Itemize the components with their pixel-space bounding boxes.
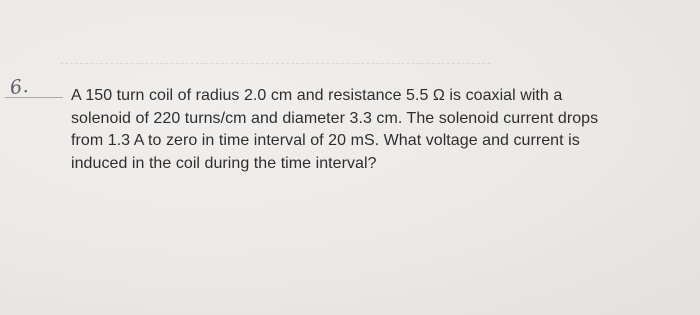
question-line-3: from 1.3 A to zero in time interval of 20 mS. What voltage and current is (71, 132, 580, 149)
faint-rule-line (60, 63, 490, 64)
question-text (71, 85, 691, 175)
question-line-2: solenoid of 220 turns/cm and diameter 3.3 cm. The solenoid current drops (71, 109, 599, 127)
question-number: 6. (8, 74, 30, 100)
question-line-1: A 150 turn coil of radius 2.0 cm and resistance 5.5 Ω is coaxial with a (71, 87, 563, 104)
question-line-4: induced in the coil during the time interval? (71, 154, 377, 172)
